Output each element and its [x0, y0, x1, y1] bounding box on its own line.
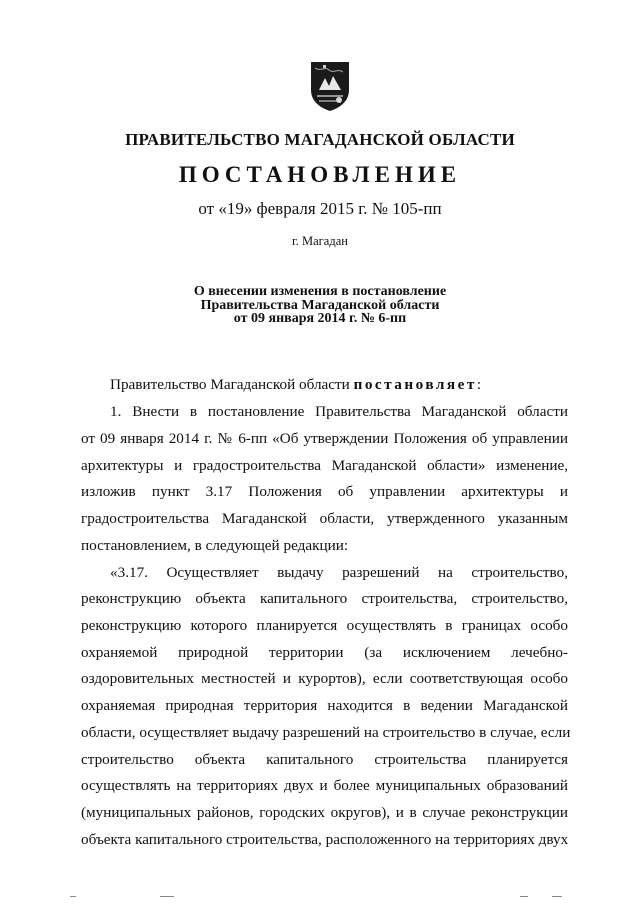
body-line: (муниципальных районов, городских округов), и в случае реконструкции — [81, 804, 568, 821]
body-line: градостроительства Магаданской области, утвержденного указанным — [81, 510, 568, 527]
scan-mark — [160, 896, 174, 897]
subject-line: О внесении изменения в постановление — [193, 284, 447, 299]
body-line: области, осуществляет выдачу разрешений на строительство в случае, если — [81, 724, 571, 741]
scan-mark — [520, 896, 528, 897]
subject-line: от 09 января 2014 г. № 6-пп — [233, 311, 407, 326]
document-city: г. Магадан — [292, 234, 348, 248]
body-line: «3.17. Осуществляет выдачу разрешений на строительство, — [110, 564, 568, 581]
body-line: оздоровительных местностей и курортов), если соответствующая особо — [81, 670, 568, 687]
body-line: осуществлять на территориях двух и более муниципальных образований — [81, 777, 568, 794]
body-line: реконструкцию которого планируется осуществлять в границах особо — [81, 617, 568, 634]
body-line: реконструкцию объекта капитального строительства, строительство, — [81, 590, 568, 607]
body-line: постановлением, в следующей редакции: — [81, 537, 349, 554]
preamble-colon: : — [476, 376, 482, 393]
body-line: объекта капитального строительства, расположенного на территориях двух — [81, 831, 569, 848]
preamble — [110, 376, 568, 394]
organization-title: ПРАВИТЕЛЬСТВО МАГАДАНСКОЙ ОБЛАСТИ — [125, 130, 515, 149]
scan-mark — [70, 896, 76, 897]
document-type: ПОСТАНОВЛЕНИЕ — [178, 162, 462, 187]
body-line: строительство объекта капитального строительства планируется — [81, 751, 568, 768]
scan-mark — [552, 896, 562, 897]
body-line: 1. Внести в постановление Правительства Магаданской области — [110, 403, 568, 420]
preamble-decree-word: постановляет — [353, 376, 477, 393]
body-line: охраняемая природная территория находится в ведении Магаданской — [81, 697, 568, 714]
document-date-number: от «19» февраля 2015 г. № 105-пп — [198, 199, 442, 218]
body-line: от 09 января 2014 г. № 6-пп «Об утверждении Положения об управлении — [81, 430, 568, 447]
body-line: архитектуры и градостроительства Магаданской области» изменение, — [81, 457, 568, 474]
body-line: изложив пункт 3.17 Положения об управлении архитектуры и — [81, 483, 568, 500]
body-line: охраняемой природной территории (за исключением лечебно- — [81, 644, 568, 661]
scan-edge-marks — [0, 890, 640, 905]
preamble-text: Правительство Магаданской области — [110, 376, 354, 393]
subject-line: Правительства Магаданской области — [200, 297, 440, 313]
